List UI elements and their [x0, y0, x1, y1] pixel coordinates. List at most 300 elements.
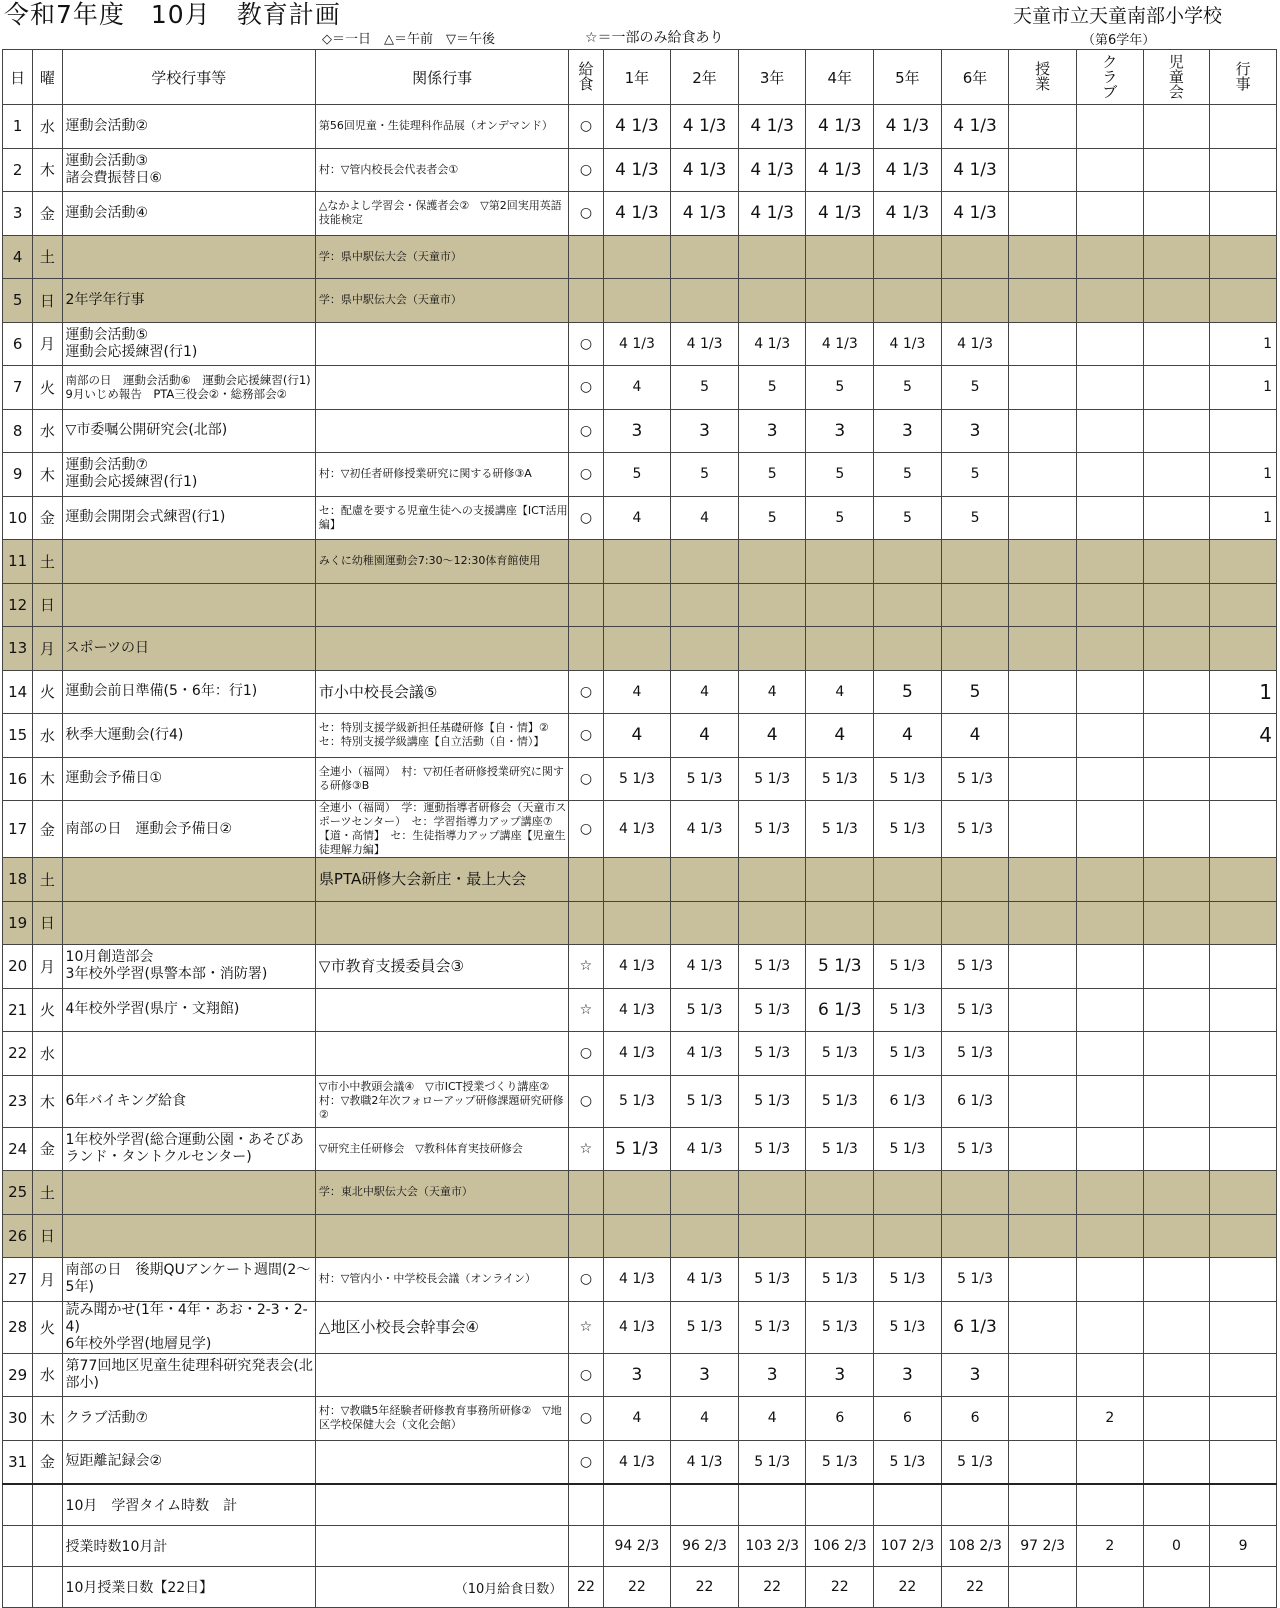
grade1-hours: 4 1/3 [603, 1258, 671, 1302]
event-hours [1210, 192, 1277, 236]
related-events: みくに幼稚園運動会7:30～12:30体育館使用 [315, 540, 568, 584]
related-events: △なかよし学習会・保護者会② ▽第2回実用英語技能検定 [315, 192, 568, 236]
weekday: 水 [33, 105, 62, 149]
council-hours [1143, 757, 1210, 801]
council-hours [1143, 1075, 1210, 1127]
class-hours [1009, 1353, 1077, 1397]
grade4-hours: 5 1/3 [806, 801, 874, 858]
grade6-hours: 5 1/3 [941, 1440, 1009, 1484]
grade1-hours: 4 [603, 496, 671, 540]
event-hours [1210, 105, 1277, 149]
school-events: 運動会前日準備(5・6年：行1) [62, 670, 315, 714]
club-hours [1076, 1171, 1143, 1215]
day-number: 21 [3, 988, 33, 1032]
day-row [3, 192, 1277, 236]
day-row [3, 627, 1277, 671]
grade3-hours: 5 1/3 [738, 1075, 806, 1127]
grade6-hours: 5 [941, 670, 1009, 714]
grade4-hours: 4 [806, 670, 874, 714]
day-number: 27 [3, 1258, 33, 1302]
col-grade4: 4年 [806, 50, 874, 105]
event-hours [1210, 858, 1277, 902]
grade5-hours: 5 [874, 366, 942, 410]
grade3-hours: 5 1/3 [738, 1301, 806, 1353]
grade4-hours: 5 [806, 366, 874, 410]
grade4-hours: 3 [806, 409, 874, 453]
related-events [315, 1032, 568, 1076]
grade6-hours [941, 583, 1009, 627]
day-row [3, 322, 1277, 366]
grade2-hours: 4 [671, 714, 739, 758]
day-number: 11 [3, 540, 33, 584]
grade2-hours: 4 1/3 [671, 1127, 739, 1171]
grade5-hours: 5 [874, 670, 942, 714]
related-events: ▽研究主任研修会 ▽教科体育実技研修会 [315, 1127, 568, 1171]
weekday: 水 [33, 714, 62, 758]
school-events [62, 901, 315, 945]
grade6-hours [941, 901, 1009, 945]
class-hours [1009, 279, 1077, 323]
class-hours [1009, 453, 1077, 497]
club-hours [1076, 901, 1143, 945]
council-hours [1143, 801, 1210, 858]
grade5-hours: 3 [874, 409, 942, 453]
grade6-hours: 4 1/3 [941, 148, 1009, 192]
grade3-hours [738, 235, 806, 279]
club-hours [1076, 1353, 1143, 1397]
day-number: 17 [3, 801, 33, 858]
col-events: 学校行事等 [62, 50, 315, 105]
class-hours [1009, 105, 1077, 149]
related-events: 学：県中駅伝大会（天童市） [315, 279, 568, 323]
grade3-hours: 4 [738, 1397, 806, 1441]
col-grade2: 2年 [671, 50, 739, 105]
related-events [315, 1214, 568, 1258]
grade5-hours [874, 540, 942, 584]
day-number: 16 [3, 757, 33, 801]
lunch-mark [569, 583, 603, 627]
grade4-hours [806, 279, 874, 323]
day-row [3, 1171, 1277, 1215]
event-hours [1210, 1301, 1277, 1353]
weekday: 水 [33, 1353, 62, 1397]
event-hours [1210, 988, 1277, 1032]
weekday: 土 [33, 540, 62, 584]
grade1-hours [603, 540, 671, 584]
grade5-hours [874, 1171, 942, 1215]
grade1-hours [603, 1171, 671, 1215]
grade6-hours: 6 1/3 [941, 1301, 1009, 1353]
grade5-hours [874, 279, 942, 323]
grade3-hours: 4 [738, 714, 806, 758]
grade4-hours [806, 583, 874, 627]
related-events [315, 901, 568, 945]
grade6-hours [941, 627, 1009, 671]
day-row [3, 1353, 1277, 1397]
days-g3: 22 [738, 1567, 806, 1608]
grade3-hours: 5 1/3 [738, 1258, 806, 1302]
related-events: ▽市小中教頭会議④ ▽市ICT授業づくり講座② 村：▽教職2年次フォローアップ研修課題研究研修② [315, 1075, 568, 1127]
related-events: 村：▽初任者研修授業研究に関する研修③A [315, 453, 568, 497]
day-row [3, 1214, 1277, 1258]
council-hours [1143, 409, 1210, 453]
school-events: 運動会活動⑤ 運動会応援練習(行1) [62, 322, 315, 366]
grade3-hours: 4 1/3 [738, 192, 806, 236]
grade4-hours: 5 1/3 [806, 1075, 874, 1127]
related-events: 村：▽管内校長会代表者会① [315, 148, 568, 192]
school-events: 読み聞かせ(1年・4年・あお・2-3・2-4) 6年校外学習(地層見学) [62, 1301, 315, 1353]
school-events: 運動会活動③ 諸会費振替日⑥ [62, 148, 315, 192]
grade4-hours [806, 235, 874, 279]
grade1-hours: 4 1/3 [603, 988, 671, 1032]
grade1-hours: 4 [603, 1397, 671, 1441]
hours-g1: 94 2/3 [603, 1526, 671, 1567]
lunch-mark: ○ [569, 453, 603, 497]
related-events: 全連小（福岡） 村：▽初任者研修授業研究に関する研修③B [315, 757, 568, 801]
grade1-hours: 5 1/3 [603, 1127, 671, 1171]
class-hours [1009, 901, 1077, 945]
school-events: ▽市委嘱公開研究会(北部) [62, 409, 315, 453]
day-number: 24 [3, 1127, 33, 1171]
grade4-hours [806, 1171, 874, 1215]
club-hours [1076, 1214, 1143, 1258]
related-events [315, 1440, 568, 1484]
grade1-hours [603, 235, 671, 279]
day-number: 15 [3, 714, 33, 758]
grade5-hours: 5 1/3 [874, 945, 942, 989]
day-number: 8 [3, 409, 33, 453]
grade2-hours: 4 1/3 [671, 945, 739, 989]
grade5-hours [874, 583, 942, 627]
lunch-mark: ○ [569, 496, 603, 540]
grade6-hours: 4 1/3 [941, 322, 1009, 366]
club-hours [1076, 496, 1143, 540]
event-hours: 1 [1210, 366, 1277, 410]
grade6-hours [941, 1214, 1009, 1258]
class-hours [1009, 714, 1077, 758]
grade3-hours: 5 1/3 [738, 945, 806, 989]
council-hours [1143, 279, 1210, 323]
days-g6: 22 [941, 1567, 1009, 1608]
class-hours [1009, 1032, 1077, 1076]
school-events [62, 1032, 315, 1076]
weekday: 水 [33, 1032, 62, 1076]
grade5-hours: 5 [874, 453, 942, 497]
event-hours [1210, 757, 1277, 801]
grade4-hours: 5 1/3 [806, 1440, 874, 1484]
hours-g5: 107 2/3 [874, 1526, 942, 1567]
grade1-hours: 4 [603, 714, 671, 758]
hours-club: 2 [1076, 1526, 1143, 1567]
council-hours [1143, 988, 1210, 1032]
class-hours [1009, 235, 1077, 279]
day-number: 10 [3, 496, 33, 540]
school-events [62, 1171, 315, 1215]
club-hours [1076, 858, 1143, 902]
grade2-hours [671, 1171, 739, 1215]
club-hours [1076, 757, 1143, 801]
related-events: ▽市教育支援委員会③ [315, 945, 568, 989]
grade1-hours: 4 1/3 [603, 1032, 671, 1076]
grade4-hours: 3 [806, 1353, 874, 1397]
lunch-mark [569, 901, 603, 945]
grade1-hours: 4 1/3 [603, 148, 671, 192]
grade1-hours [603, 901, 671, 945]
grade4-hours: 5 [806, 496, 874, 540]
grade1-hours [603, 1214, 671, 1258]
council-hours [1143, 192, 1210, 236]
related-events: 市小中校長会議⑤ [315, 670, 568, 714]
day-number: 19 [3, 901, 33, 945]
grade1-hours: 3 [603, 1353, 671, 1397]
grade4-hours: 5 1/3 [806, 1301, 874, 1353]
club-hours [1076, 1301, 1143, 1353]
day-number: 22 [3, 1032, 33, 1076]
weekday: 月 [33, 322, 62, 366]
related-events: セ：配慮を要する児童生徒への支援講座【ICT活用編】 [315, 496, 568, 540]
class-hours [1009, 583, 1077, 627]
event-hours [1210, 235, 1277, 279]
club-hours [1076, 1075, 1143, 1127]
day-number: 9 [3, 453, 33, 497]
school-events: スポーツの日 [62, 627, 315, 671]
grade5-hours: 5 1/3 [874, 1301, 942, 1353]
grade4-hours: 6 1/3 [806, 988, 874, 1032]
grade1-hours: 4 1/3 [603, 945, 671, 989]
grade3-hours [738, 627, 806, 671]
day-row [3, 540, 1277, 584]
lunch-mark: ○ [569, 1032, 603, 1076]
hours-g4: 106 2/3 [806, 1526, 874, 1567]
day-row [3, 148, 1277, 192]
day-number: 4 [3, 235, 33, 279]
event-hours [1210, 901, 1277, 945]
study-time-row [3, 1484, 1277, 1526]
weekday: 木 [33, 453, 62, 497]
grade4-hours: 4 1/3 [806, 192, 874, 236]
grade4-hours: 5 1/3 [806, 1032, 874, 1076]
grade5-hours: 4 1/3 [874, 322, 942, 366]
col-lunch: 給 食 [569, 50, 603, 105]
weekday: 木 [33, 757, 62, 801]
weekday: 日 [33, 1214, 62, 1258]
event-hours [1210, 945, 1277, 989]
grade1-hours: 5 [603, 453, 671, 497]
club-hours [1076, 148, 1143, 192]
col-grade3: 3年 [738, 50, 806, 105]
day-number: 3 [3, 192, 33, 236]
grade4-hours: 4 1/3 [806, 105, 874, 149]
col-weekday: 曜 [33, 50, 62, 105]
grade5-hours: 5 1/3 [874, 1440, 942, 1484]
hours-class: 97 2/3 [1009, 1526, 1077, 1567]
col-class: 授 業 [1009, 50, 1077, 105]
lunch-mark: ○ [569, 1397, 603, 1441]
school-events: 短距離記録会② [62, 1440, 315, 1484]
lunch-mark: ☆ [569, 1301, 603, 1353]
class-hours [1009, 757, 1077, 801]
grade2-hours: 4 1/3 [671, 105, 739, 149]
lunch-mark: ○ [569, 670, 603, 714]
page-title: 令和7年度 10月 教育計画 [4, 0, 341, 29]
event-hours [1210, 409, 1277, 453]
lunch-mark: ○ [569, 1075, 603, 1127]
day-row [3, 714, 1277, 758]
grade5-hours: 5 1/3 [874, 801, 942, 858]
event-hours [1210, 1397, 1277, 1441]
day-number: 28 [3, 1301, 33, 1353]
grade1-hours: 4 1/3 [603, 192, 671, 236]
grade3-hours: 5 1/3 [738, 801, 806, 858]
school-events: 2年学年行事 [62, 279, 315, 323]
school-events: 南部の日 運動会活動⑥ 運動会応援練習(行1) 9月いじめ報告 PTA三役会②・総務部会② [62, 366, 315, 410]
school-events: 第77回地区児童生徒理科研究発表会(北部小) [62, 1353, 315, 1397]
day-row [3, 235, 1277, 279]
days-g1: 22 [603, 1567, 671, 1608]
grade1-hours: 4 1/3 [603, 1440, 671, 1484]
grade6-hours: 5 1/3 [941, 1258, 1009, 1302]
grade1-hours [603, 858, 671, 902]
day-row [3, 670, 1277, 714]
related-events: 学：東北中駅伝大会（天童市） [315, 1171, 568, 1215]
grade3-hours: 5 1/3 [738, 1440, 806, 1484]
grade1-hours: 4 [603, 670, 671, 714]
grade4-hours: 5 1/3 [806, 1258, 874, 1302]
hours-g2: 96 2/3 [671, 1526, 739, 1567]
weekday: 月 [33, 1258, 62, 1302]
grade2-hours [671, 1214, 739, 1258]
weekday: 日 [33, 901, 62, 945]
council-hours [1143, 540, 1210, 584]
council-hours [1143, 1214, 1210, 1258]
lunch-mark [569, 858, 603, 902]
grade5-hours: 5 1/3 [874, 757, 942, 801]
class-hours [1009, 1075, 1077, 1127]
grade1-hours: 4 1/3 [603, 322, 671, 366]
event-hours [1210, 1171, 1277, 1215]
hours-row [3, 1526, 1277, 1567]
event-hours [1210, 540, 1277, 584]
grade6-hours: 5 1/3 [941, 1032, 1009, 1076]
lunch-mark: ○ [569, 105, 603, 149]
day-number: 29 [3, 1353, 33, 1397]
weekday: 土 [33, 858, 62, 902]
council-hours [1143, 714, 1210, 758]
event-hours [1210, 1075, 1277, 1127]
class-hours [1009, 148, 1077, 192]
day-number: 7 [3, 366, 33, 410]
lunch-mark: ☆ [569, 1127, 603, 1171]
council-hours [1143, 322, 1210, 366]
related-events: 第56回児童・生徒理科作品展（オンデマンド） [315, 105, 568, 149]
col-council: 児 童 会 [1143, 50, 1210, 105]
hours-event: 9 [1210, 1526, 1277, 1567]
event-hours [1210, 801, 1277, 858]
club-hours [1076, 988, 1143, 1032]
lunch-mark [569, 235, 603, 279]
event-hours [1210, 1214, 1277, 1258]
grade4-hours [806, 901, 874, 945]
grade2-hours: 5 [671, 453, 739, 497]
grade-label: （第6学年） [1082, 33, 1156, 48]
school-events: 運動会予備日① [62, 757, 315, 801]
grade6-hours [941, 279, 1009, 323]
grade2-hours: 4 [671, 670, 739, 714]
grade1-hours: 5 1/3 [603, 757, 671, 801]
class-hours [1009, 988, 1077, 1032]
school-events [62, 583, 315, 627]
col-grade6: 6年 [941, 50, 1009, 105]
grade5-hours: 6 1/3 [874, 1075, 942, 1127]
lunch-days: 22 [569, 1567, 603, 1608]
club-hours [1076, 235, 1143, 279]
day-number: 6 [3, 322, 33, 366]
grade6-hours [941, 858, 1009, 902]
grade3-hours: 3 [738, 1353, 806, 1397]
grade3-hours [738, 901, 806, 945]
grade5-hours [874, 858, 942, 902]
grade2-hours: 5 1/3 [671, 988, 739, 1032]
weekday: 水 [33, 409, 62, 453]
school-name: 天童市立天童南部小学校 [1012, 5, 1222, 27]
grade6-hours: 5 1/3 [941, 757, 1009, 801]
grade4-hours [806, 1214, 874, 1258]
lunch-mark: ○ [569, 801, 603, 858]
event-hours [1210, 148, 1277, 192]
council-hours [1143, 1397, 1210, 1441]
related-events [315, 1353, 568, 1397]
grade1-hours [603, 279, 671, 323]
grade4-hours: 6 [806, 1397, 874, 1441]
council-hours [1143, 496, 1210, 540]
class-hours [1009, 1127, 1077, 1171]
grade4-hours: 4 1/3 [806, 322, 874, 366]
grade3-hours [738, 583, 806, 627]
school-events [62, 1214, 315, 1258]
grade4-hours: 5 [806, 453, 874, 497]
lunch-mark [569, 1214, 603, 1258]
grade5-hours [874, 901, 942, 945]
grade6-hours: 5 1/3 [941, 988, 1009, 1032]
class-hours [1009, 801, 1077, 858]
grade3-hours: 4 1/3 [738, 322, 806, 366]
grade3-hours: 5 1/3 [738, 1127, 806, 1171]
grade6-hours [941, 235, 1009, 279]
grade5-hours: 5 1/3 [874, 1127, 942, 1171]
day-number: 30 [3, 1397, 33, 1441]
grade2-hours: 4 1/3 [671, 801, 739, 858]
related-events: 村：▽教職5年経験者研修教育事務所研修② ▽地区学校保健大会（文化会館） [315, 1397, 568, 1441]
days-g5: 22 [874, 1567, 942, 1608]
event-hours [1210, 1440, 1277, 1484]
school-events: 1年校外学習(総合運動公園・あそびあランド・タントクルセンター) [62, 1127, 315, 1171]
lunch-mark: ○ [569, 714, 603, 758]
col-club: ク ラ ブ [1076, 50, 1143, 105]
weekday: 金 [33, 192, 62, 236]
day-number: 25 [3, 1171, 33, 1215]
lunch-mark: ○ [569, 1440, 603, 1484]
event-hours: 1 [1210, 496, 1277, 540]
club-hours [1076, 279, 1143, 323]
grade5-hours: 4 1/3 [874, 148, 942, 192]
grade3-hours: 4 [738, 670, 806, 714]
grade1-hours: 4 1/3 [603, 105, 671, 149]
club-hours [1076, 322, 1143, 366]
grade4-hours: 4 [806, 714, 874, 758]
time-legend: ◇＝一日 △＝午前 ▽＝午後 [322, 32, 495, 47]
grade2-hours [671, 279, 739, 323]
grade4-hours [806, 540, 874, 584]
